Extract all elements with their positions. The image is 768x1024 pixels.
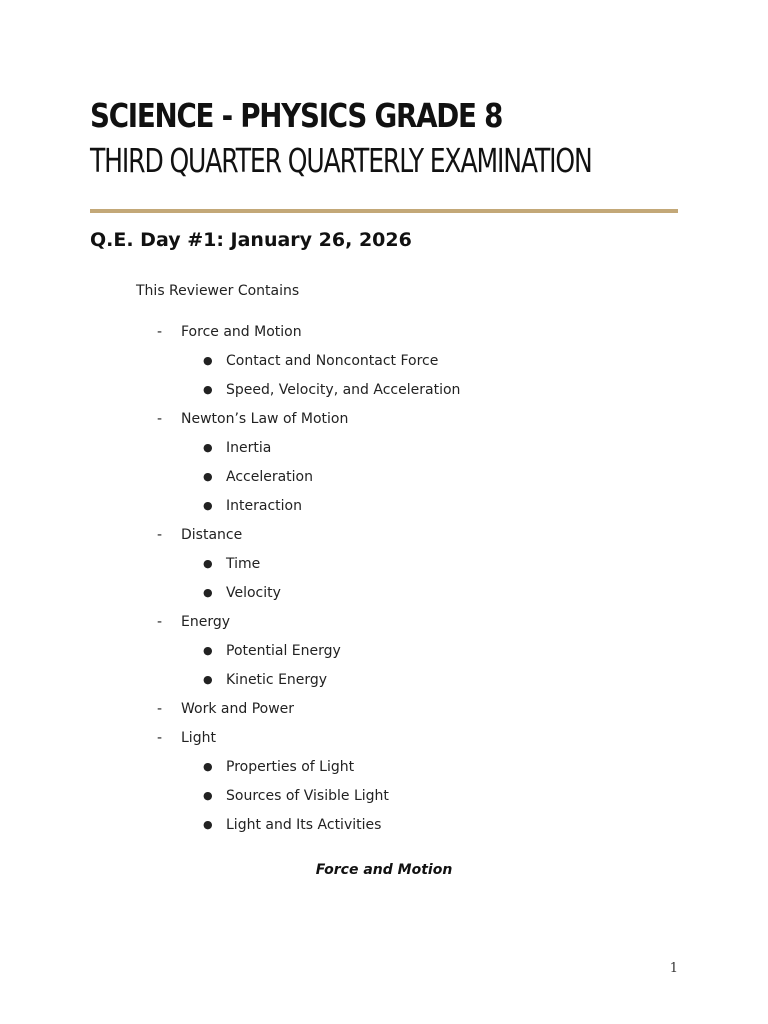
dash-marker: - — [157, 614, 163, 630]
subtopic-item — [0, 496, 768, 525]
bullet-icon: ● — [203, 499, 213, 512]
subtopic-label: Sources of Visible Light — [226, 788, 389, 804]
subtopic-item — [0, 554, 768, 583]
subtopic-label: Contact and Noncontact Force — [226, 353, 439, 369]
bullet-icon: ● — [203, 789, 213, 802]
topic-outline — [0, 322, 768, 844]
topic-label: Newton’s Law of Motion — [181, 411, 349, 427]
bullet-icon: ● — [203, 673, 213, 686]
bullet-icon: ● — [203, 760, 213, 773]
subtopic-label: Acceleration — [226, 469, 313, 485]
bullet-icon: ● — [203, 470, 213, 483]
subtopic-label: Interaction — [226, 498, 302, 514]
subtopic-label: Potential Energy — [226, 643, 341, 659]
topic-label: Energy — [181, 614, 231, 630]
topic-label: Force and Motion — [181, 324, 302, 340]
dash-marker: - — [157, 527, 163, 543]
document-subtitle: THIRD QUARTER QUARTERLY EXAMINATION — [90, 141, 592, 180]
title-divider — [90, 209, 678, 213]
reviewer-intro: This Reviewer Contains — [136, 283, 300, 299]
dash-marker: - — [157, 411, 163, 427]
topic-item — [0, 525, 768, 554]
topic-label: Work and Power — [181, 701, 295, 717]
bullet-icon: ● — [203, 818, 213, 831]
bullet-icon: ● — [203, 557, 213, 570]
topic-item — [0, 322, 768, 351]
subtopic-label: Kinetic Energy — [226, 672, 328, 688]
exam-day-heading: Q.E. Day #1: January 26, 2026 — [90, 229, 412, 251]
subtopic-label: Speed, Velocity, and Acceleration — [226, 382, 461, 398]
subtopic-item — [0, 786, 768, 815]
topic-label: Distance — [181, 527, 243, 543]
topic-label: Light — [181, 730, 216, 746]
page-number: 1 — [669, 961, 678, 976]
subtopic-label: Time — [226, 556, 261, 572]
subtopic-item — [0, 467, 768, 496]
bullet-icon: ● — [203, 644, 213, 657]
subtopic-item — [0, 757, 768, 786]
subtopic-label: Light and Its Activities — [226, 817, 382, 833]
topic-item — [0, 612, 768, 641]
document-title: SCIENCE - PHYSICS GRADE 8 — [90, 96, 503, 135]
dash-marker: - — [157, 701, 163, 717]
topic-item — [0, 699, 768, 728]
topic-item — [0, 728, 768, 757]
subtopic-item — [0, 670, 768, 699]
subtopic-label: Velocity — [226, 585, 281, 601]
subtopic-item — [0, 641, 768, 670]
subtopic-item — [0, 438, 768, 467]
topic-item — [0, 409, 768, 438]
dash-marker: - — [157, 324, 163, 340]
subtopic-label: Inertia — [226, 440, 272, 456]
subtopic-label: Properties of Light — [226, 759, 355, 775]
subtopic-item — [0, 380, 768, 409]
bullet-icon: ● — [203, 441, 213, 454]
subtopic-item — [0, 351, 768, 380]
section-title: Force and Motion — [315, 862, 453, 878]
bullet-icon: ● — [203, 383, 213, 396]
dash-marker: - — [157, 730, 163, 746]
bullet-icon: ● — [203, 354, 213, 367]
bullet-icon: ● — [203, 586, 213, 599]
subtopic-item — [0, 815, 768, 844]
subtopic-item — [0, 583, 768, 612]
